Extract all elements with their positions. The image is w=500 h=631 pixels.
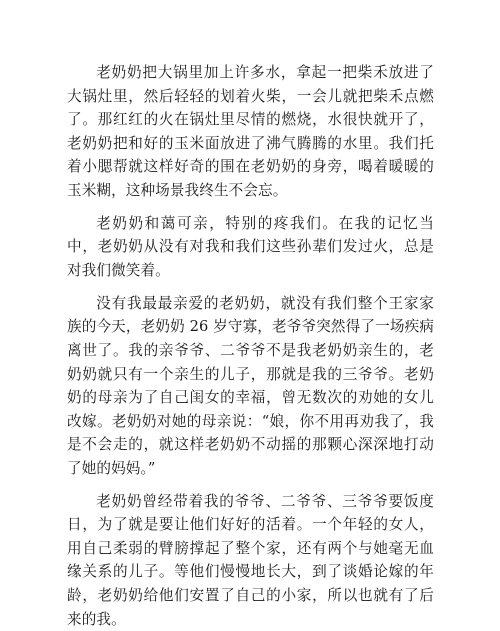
paragraph: 老奶奶把大锅里加上许多水，拿起一把柴禾放进了大锅灶里，然后轻轻的划着火柴，一会儿就把柴禾点燃了。那红红的火在锅灶里尽情的燃烧，水很快就开了，老奶奶把和好的玉米面放进了沸气腾腾的水里。我们托着小腮帮就这样好奇的围在老奶奶的身旁，喝着暖暖的玉米糊，这种场景我终生不会忘。 <box>67 64 434 199</box>
paragraph: 没有我最最亲爱的老奶奶，就没有我们整个王家家族的今天，老奶奶 26 岁守寡，老爷爷突然得了一场疾病离世了。我的亲爷爷、二爷爷不是我老奶奶亲生的，老奶奶就只有一个亲生的儿子，那就是我的三爷爷。老奶奶的母亲为了自己闺女的幸福，曾无数次的劝她的女儿改嫁。老奶奶对她的母亲说：“娘，你不用再劝我了，我是不会走的，就这样老奶奶不动摇的那颗心深深地打动了她的妈妈。” <box>67 294 434 477</box>
paragraph: 老奶奶曾经带着我的爷爷、二爷爷、三爷爷要饭度日，为了就是要让他们好好的活着。一个年轻的女人，用自己柔弱的臂膀撑起了整个家，还有两个与她毫无血缘关系的儿子。等他们慢慢地长大，到了谈婚论嫁的年龄，老奶奶给他们安置了自己的小家，所以也就有了后来的我。 <box>67 492 434 628</box>
article-body <box>67 61 434 631</box>
paragraph: 老奶奶和蔼可亲，特别的疼我们。在我的记忆当中，老奶奶从没有对我和我们这些孙辈们发过火，总是对我们微笑着。 <box>67 214 434 279</box>
